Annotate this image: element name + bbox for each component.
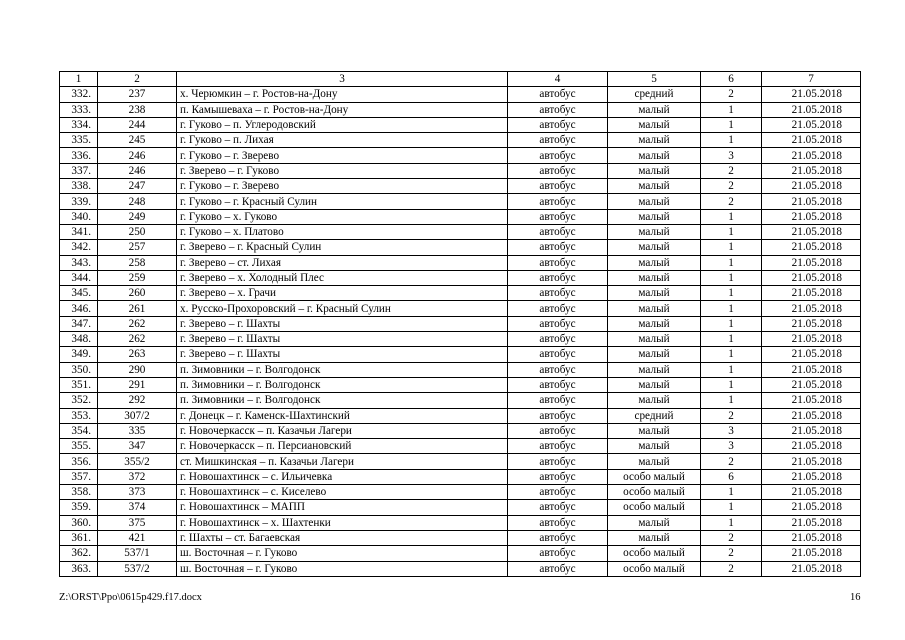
vehicle-class-cell: малый — [608, 255, 701, 270]
vehicle-class-cell: малый — [608, 362, 701, 377]
row-number-cell: 352. — [60, 393, 98, 408]
vehicle-class-cell: малый — [608, 377, 701, 392]
vehicle-type-cell: автобус — [508, 347, 608, 362]
vehicle-class-cell: малый — [608, 347, 701, 362]
row-number-cell: 354. — [60, 423, 98, 438]
route-name-cell: п. Зимовники – г. Волгодонск — [177, 377, 508, 392]
table-row — [60, 485, 861, 500]
vehicle-class-cell: малый — [608, 301, 701, 316]
date-cell: 21.05.2018 — [762, 454, 861, 469]
vehicle-type-cell: автобус — [508, 301, 608, 316]
table-row — [60, 332, 861, 347]
row-number-cell: 363. — [60, 561, 98, 576]
vehicle-type-cell: автобус — [508, 240, 608, 255]
row-number-cell: 334. — [60, 117, 98, 132]
route-name-cell: г. Новочеркасск – п. Персиановский — [177, 439, 508, 454]
row-number-cell: 358. — [60, 485, 98, 500]
vehicle-class-cell: малый — [608, 515, 701, 530]
table-row — [60, 439, 861, 454]
vehicle-type-cell: автобус — [508, 209, 608, 224]
route-number-cell: 249 — [98, 209, 177, 224]
date-cell: 21.05.2018 — [762, 209, 861, 224]
date-cell: 21.05.2018 — [762, 500, 861, 515]
vehicle-type-cell: автобус — [508, 332, 608, 347]
route-name-cell: г. Новошахтинск – с. Киселево — [177, 485, 508, 500]
row-number-cell: 351. — [60, 377, 98, 392]
date-cell: 21.05.2018 — [762, 515, 861, 530]
route-number-cell: 250 — [98, 224, 177, 239]
vehicle-count-cell: 6 — [701, 469, 762, 484]
vehicle-count-cell: 2 — [701, 163, 762, 178]
vehicle-type-cell: автобус — [508, 530, 608, 545]
vehicle-type-cell: автобус — [508, 454, 608, 469]
vehicle-type-cell: автобус — [508, 393, 608, 408]
vehicle-type-cell: автобус — [508, 270, 608, 285]
vehicle-type-cell: автобус — [508, 316, 608, 331]
row-number-cell: 340. — [60, 209, 98, 224]
route-name-cell: ш. Восточная – г. Гуково — [177, 561, 508, 576]
vehicle-count-cell: 1 — [701, 270, 762, 285]
footer-file-path: Z:\ORST\Ppo\0615p429.f17.docx — [59, 592, 202, 603]
vehicle-count-cell: 1 — [701, 117, 762, 132]
route-number-cell: 238 — [98, 102, 177, 117]
vehicle-type-cell: автобус — [508, 469, 608, 484]
route-number-cell: 262 — [98, 332, 177, 347]
vehicle-count-cell: 1 — [701, 286, 762, 301]
vehicle-count-cell: 2 — [701, 530, 762, 545]
row-number-cell: 339. — [60, 194, 98, 209]
date-cell: 21.05.2018 — [762, 362, 861, 377]
route-number-cell: 372 — [98, 469, 177, 484]
table-row — [60, 530, 861, 545]
date-cell: 21.05.2018 — [762, 117, 861, 132]
route-name-cell: г. Новошахтинск – с. Ильичевка — [177, 469, 508, 484]
vehicle-count-cell: 1 — [701, 362, 762, 377]
vehicle-count-cell: 1 — [701, 301, 762, 316]
route-number-cell: 421 — [98, 530, 177, 545]
column-header-7: 7 — [762, 72, 861, 87]
date-cell: 21.05.2018 — [762, 179, 861, 194]
vehicle-class-cell: особо малый — [608, 561, 701, 576]
vehicle-type-cell: автобус — [508, 439, 608, 454]
vehicle-type-cell: автобус — [508, 515, 608, 530]
vehicle-class-cell: малый — [608, 454, 701, 469]
vehicle-count-cell: 1 — [701, 316, 762, 331]
vehicle-class-cell: малый — [608, 117, 701, 132]
vehicle-type-cell: автобус — [508, 194, 608, 209]
vehicle-count-cell: 1 — [701, 133, 762, 148]
route-number-cell: 248 — [98, 194, 177, 209]
route-number-cell: 257 — [98, 240, 177, 255]
vehicle-type-cell: автобус — [508, 87, 608, 102]
route-name-cell: г. Гуково – х. Платово — [177, 224, 508, 239]
row-number-cell: 332. — [60, 87, 98, 102]
vehicle-type-cell: автобус — [508, 102, 608, 117]
vehicle-count-cell: 1 — [701, 224, 762, 239]
date-cell: 21.05.2018 — [762, 224, 861, 239]
date-cell: 21.05.2018 — [762, 469, 861, 484]
vehicle-count-cell: 1 — [701, 255, 762, 270]
table-row — [60, 209, 861, 224]
vehicle-class-cell: малый — [608, 423, 701, 438]
table-row — [60, 148, 861, 163]
route-name-cell: г. Зверево – г. Шахты — [177, 332, 508, 347]
vehicle-class-cell: малый — [608, 179, 701, 194]
vehicle-count-cell: 2 — [701, 454, 762, 469]
row-number-cell: 356. — [60, 454, 98, 469]
date-cell: 21.05.2018 — [762, 546, 861, 561]
route-number-cell: 375 — [98, 515, 177, 530]
table-row — [60, 194, 861, 209]
route-name-cell: г. Зверево – г. Шахты — [177, 347, 508, 362]
vehicle-class-cell: особо малый — [608, 469, 701, 484]
vehicle-class-cell: малый — [608, 530, 701, 545]
row-number-cell: 335. — [60, 133, 98, 148]
row-number-cell: 355. — [60, 439, 98, 454]
vehicle-type-cell: автобус — [508, 148, 608, 163]
route-number-cell: 347 — [98, 439, 177, 454]
route-name-cell: х. Черюмкин – г. Ростов-на-Дону — [177, 87, 508, 102]
table-row — [60, 393, 861, 408]
vehicle-count-cell: 1 — [701, 347, 762, 362]
row-number-cell: 347. — [60, 316, 98, 331]
route-number-cell: 260 — [98, 286, 177, 301]
route-number-cell: 373 — [98, 485, 177, 500]
vehicle-class-cell: малый — [608, 148, 701, 163]
route-number-cell: 335 — [98, 423, 177, 438]
vehicle-count-cell: 3 — [701, 439, 762, 454]
route-number-cell: 537/2 — [98, 561, 177, 576]
route-name-cell: г. Донецк – г. Каменск-Шахтинский — [177, 408, 508, 423]
vehicle-count-cell: 1 — [701, 240, 762, 255]
route-name-cell: п. Камышеваха – г. Ростов-на-Дону — [177, 102, 508, 117]
row-number-cell: 338. — [60, 179, 98, 194]
vehicle-class-cell: особо малый — [608, 485, 701, 500]
date-cell: 21.05.2018 — [762, 286, 861, 301]
route-name-cell: г. Зверево – г. Шахты — [177, 316, 508, 331]
vehicle-type-cell: автобус — [508, 117, 608, 132]
vehicle-class-cell: малый — [608, 270, 701, 285]
table-row — [60, 408, 861, 423]
table-row — [60, 423, 861, 438]
route-number-cell: 246 — [98, 148, 177, 163]
route-number-cell: 374 — [98, 500, 177, 515]
row-number-cell: 343. — [60, 255, 98, 270]
routes-table — [59, 71, 861, 577]
route-number-cell: 258 — [98, 255, 177, 270]
date-cell: 21.05.2018 — [762, 240, 861, 255]
vehicle-type-cell: автобус — [508, 362, 608, 377]
vehicle-type-cell: автобус — [508, 255, 608, 270]
vehicle-count-cell: 2 — [701, 561, 762, 576]
date-cell: 21.05.2018 — [762, 133, 861, 148]
date-cell: 21.05.2018 — [762, 377, 861, 392]
row-number-cell: 361. — [60, 530, 98, 545]
route-name-cell: г. Гуково – г. Зверево — [177, 179, 508, 194]
page-number: 16 — [850, 592, 861, 603]
table-row — [60, 117, 861, 132]
table-row — [60, 347, 861, 362]
vehicle-count-cell: 2 — [701, 194, 762, 209]
date-cell: 21.05.2018 — [762, 332, 861, 347]
route-number-cell: 307/2 — [98, 408, 177, 423]
column-header-4: 4 — [508, 72, 608, 87]
route-name-cell: ст. Мишкинская – п. Казачьи Лагери — [177, 454, 508, 469]
vehicle-class-cell: малый — [608, 102, 701, 117]
vehicle-count-cell: 3 — [701, 148, 762, 163]
vehicle-class-cell: малый — [608, 286, 701, 301]
date-cell: 21.05.2018 — [762, 301, 861, 316]
table-row — [60, 301, 861, 316]
date-cell: 21.05.2018 — [762, 148, 861, 163]
vehicle-class-cell: малый — [608, 393, 701, 408]
route-number-cell: 263 — [98, 347, 177, 362]
table-row — [60, 500, 861, 515]
route-number-cell: 292 — [98, 393, 177, 408]
row-number-cell: 337. — [60, 163, 98, 178]
route-name-cell: г. Зверево – х. Холодный Плес — [177, 270, 508, 285]
route-number-cell: 246 — [98, 163, 177, 178]
route-number-cell: 237 — [98, 87, 177, 102]
date-cell: 21.05.2018 — [762, 561, 861, 576]
vehicle-count-cell: 1 — [701, 515, 762, 530]
route-name-cell: г. Гуково – г. Красный Сулин — [177, 194, 508, 209]
table-row — [60, 286, 861, 301]
vehicle-class-cell: малый — [608, 133, 701, 148]
vehicle-type-cell: автобус — [508, 286, 608, 301]
date-cell: 21.05.2018 — [762, 163, 861, 178]
column-header-6: 6 — [701, 72, 762, 87]
date-cell: 21.05.2018 — [762, 393, 861, 408]
row-number-cell: 346. — [60, 301, 98, 316]
vehicle-count-cell: 1 — [701, 209, 762, 224]
date-cell: 21.05.2018 — [762, 485, 861, 500]
row-number-cell: 349. — [60, 347, 98, 362]
vehicle-count-cell: 1 — [701, 393, 762, 408]
route-name-cell: п. Зимовники – г. Волгодонск — [177, 393, 508, 408]
vehicle-count-cell: 2 — [701, 408, 762, 423]
route-name-cell: х. Русско-Прохоровский – г. Красный Сулин — [177, 301, 508, 316]
vehicle-type-cell: автобус — [508, 224, 608, 239]
route-name-cell: г. Новочеркасск – п. Казачьи Лагери — [177, 423, 508, 438]
vehicle-count-cell: 2 — [701, 179, 762, 194]
row-number-cell: 336. — [60, 148, 98, 163]
route-name-cell: г. Зверево – г. Гуково — [177, 163, 508, 178]
route-number-cell: 247 — [98, 179, 177, 194]
vehicle-class-cell: малый — [608, 316, 701, 331]
vehicle-class-cell: малый — [608, 332, 701, 347]
route-name-cell: г. Шахты – ст. Багаевская — [177, 530, 508, 545]
table-row — [60, 179, 861, 194]
table-row — [60, 240, 861, 255]
vehicle-count-cell: 1 — [701, 500, 762, 515]
vehicle-type-cell: автобус — [508, 485, 608, 500]
row-number-cell: 350. — [60, 362, 98, 377]
table-row — [60, 377, 861, 392]
route-number-cell: 537/1 — [98, 546, 177, 561]
date-cell: 21.05.2018 — [762, 270, 861, 285]
vehicle-type-cell: автобус — [508, 163, 608, 178]
route-name-cell: г. Зверево – г. Красный Сулин — [177, 240, 508, 255]
table-row — [60, 255, 861, 270]
route-name-cell: г. Новошахтинск – МАПП — [177, 500, 508, 515]
vehicle-count-cell: 1 — [701, 377, 762, 392]
route-number-cell: 291 — [98, 377, 177, 392]
date-cell: 21.05.2018 — [762, 439, 861, 454]
route-name-cell: г. Новошахтинск – х. Шахтенки — [177, 515, 508, 530]
vehicle-type-cell: автобус — [508, 546, 608, 561]
column-header-1: 1 — [60, 72, 98, 87]
vehicle-type-cell: автобус — [508, 561, 608, 576]
route-name-cell: г. Зверево – ст. Лихая — [177, 255, 508, 270]
route-number-cell: 261 — [98, 301, 177, 316]
table-row — [60, 102, 861, 117]
vehicle-type-cell: автобус — [508, 500, 608, 515]
vehicle-class-cell: малый — [608, 209, 701, 224]
table-row — [60, 133, 861, 148]
table-body — [60, 87, 861, 577]
row-number-cell: 348. — [60, 332, 98, 347]
vehicle-count-cell: 1 — [701, 102, 762, 117]
table-row — [60, 224, 861, 239]
table-row — [60, 469, 861, 484]
column-header-2: 2 — [98, 72, 177, 87]
vehicle-class-cell: малый — [608, 439, 701, 454]
route-number-cell: 244 — [98, 117, 177, 132]
vehicle-class-cell: особо малый — [608, 500, 701, 515]
vehicle-class-cell: малый — [608, 240, 701, 255]
column-header-3: 3 — [177, 72, 508, 87]
row-number-cell: 360. — [60, 515, 98, 530]
table-row — [60, 515, 861, 530]
header-row — [60, 72, 861, 87]
row-number-cell: 357. — [60, 469, 98, 484]
date-cell: 21.05.2018 — [762, 423, 861, 438]
table-row — [60, 316, 861, 331]
date-cell: 21.05.2018 — [762, 316, 861, 331]
vehicle-count-cell: 2 — [701, 87, 762, 102]
route-name-cell: п. Зимовники – г. Волгодонск — [177, 362, 508, 377]
route-number-cell: 290 — [98, 362, 177, 377]
route-name-cell: г. Гуково – х. Гуково — [177, 209, 508, 224]
vehicle-count-cell: 3 — [701, 423, 762, 438]
route-name-cell: г. Гуково – п. Лихая — [177, 133, 508, 148]
vehicle-class-cell: малый — [608, 224, 701, 239]
route-name-cell: г. Гуково – п. Углеродовский — [177, 117, 508, 132]
route-number-cell: 262 — [98, 316, 177, 331]
table-row — [60, 546, 861, 561]
vehicle-count-cell: 1 — [701, 485, 762, 500]
row-number-cell: 359. — [60, 500, 98, 515]
date-cell: 21.05.2018 — [762, 87, 861, 102]
route-name-cell: г. Гуково – г. Зверево — [177, 148, 508, 163]
row-number-cell: 362. — [60, 546, 98, 561]
route-number-cell: 355/2 — [98, 454, 177, 469]
date-cell: 21.05.2018 — [762, 102, 861, 117]
table-row — [60, 87, 861, 102]
row-number-cell: 353. — [60, 408, 98, 423]
vehicle-class-cell: малый — [608, 194, 701, 209]
column-header-5: 5 — [608, 72, 701, 87]
vehicle-type-cell: автобус — [508, 408, 608, 423]
row-number-cell: 344. — [60, 270, 98, 285]
row-number-cell: 345. — [60, 286, 98, 301]
vehicle-class-cell: средний — [608, 87, 701, 102]
row-number-cell: 341. — [60, 224, 98, 239]
row-number-cell: 342. — [60, 240, 98, 255]
date-cell: 21.05.2018 — [762, 408, 861, 423]
date-cell: 21.05.2018 — [762, 255, 861, 270]
vehicle-type-cell: автобус — [508, 423, 608, 438]
vehicle-count-cell: 2 — [701, 546, 762, 561]
table-row — [60, 270, 861, 285]
route-name-cell: ш. Восточная – г. Гуково — [177, 546, 508, 561]
vehicle-type-cell: автобус — [508, 133, 608, 148]
vehicle-class-cell: малый — [608, 163, 701, 178]
vehicle-class-cell: средний — [608, 408, 701, 423]
vehicle-class-cell: особо малый — [608, 546, 701, 561]
date-cell: 21.05.2018 — [762, 530, 861, 545]
route-name-cell: г. Зверево – х. Грачи — [177, 286, 508, 301]
vehicle-type-cell: автобус — [508, 179, 608, 194]
table-row — [60, 561, 861, 576]
vehicle-type-cell: автобус — [508, 377, 608, 392]
route-number-cell: 259 — [98, 270, 177, 285]
table-row — [60, 163, 861, 178]
date-cell: 21.05.2018 — [762, 347, 861, 362]
row-number-cell: 333. — [60, 102, 98, 117]
table-row — [60, 454, 861, 469]
date-cell: 21.05.2018 — [762, 194, 861, 209]
vehicle-count-cell: 1 — [701, 332, 762, 347]
route-number-cell: 245 — [98, 133, 177, 148]
table-row — [60, 362, 861, 377]
